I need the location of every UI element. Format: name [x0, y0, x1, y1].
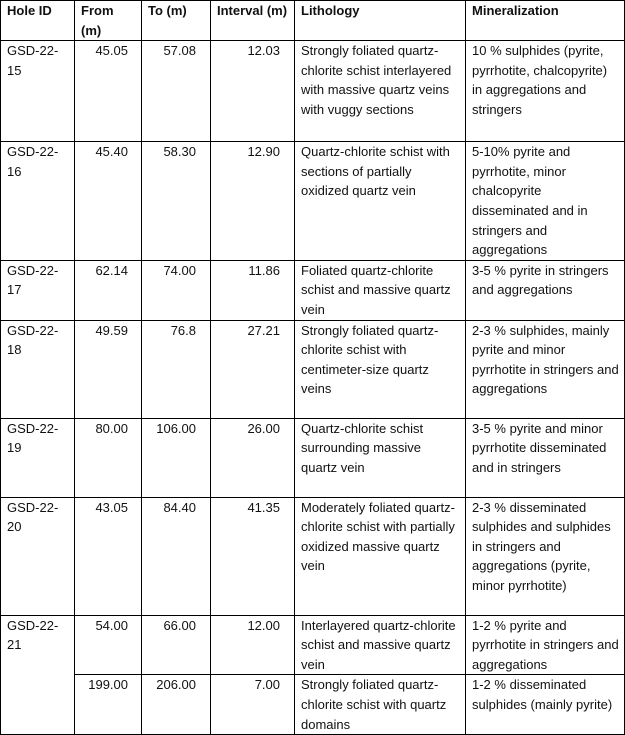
interval-cell: 41.35 [211, 497, 295, 615]
to-cell: 76.8 [142, 320, 211, 418]
to-cell: 74.00 [142, 260, 211, 320]
interval-cell: 26.00 [211, 418, 295, 497]
from-cell: 199.00 [75, 675, 142, 735]
table-row [1, 142, 625, 261]
to-cell: 206.00 [142, 675, 211, 735]
header-hole-id: Hole ID [1, 1, 75, 41]
mineralization-cell: 1-2 % disseminated sulphides (mainly pyrite) [466, 675, 625, 735]
header-mineralization: Mineralization [466, 1, 625, 41]
from-cell: 45.05 [75, 41, 142, 142]
to-cell: 84.40 [142, 497, 211, 615]
to-cell: 58.30 [142, 142, 211, 261]
lithology-cell: Moderately foliated quartz-chlorite schist with partially oxidized massive quartz vein [295, 497, 466, 615]
interval-cell: 12.90 [211, 142, 295, 261]
header-row [1, 1, 625, 41]
mineralization-cell: 2-3 % sulphides, mainly pyrite and minor pyrrhotite in stringers and aggregations [466, 320, 625, 418]
header-lithology: Lithology [295, 1, 466, 41]
lithology-cell: Foliated quartz-chlorite schist and massive quartz vein [295, 260, 466, 320]
lithology-cell: Quartz-chlorite schist with sections of partially oxidized quartz vein [295, 142, 466, 261]
mineralization-cell: 5-10% pyrite and pyrrhotite, minor chalcopyrite disseminated and in stringers and aggregations [466, 142, 625, 261]
hole-id-cell: GSD-22-19 [1, 418, 75, 497]
lithology-cell: Quartz-chlorite schist surrounding massive quartz vein [295, 418, 466, 497]
header-interval: Interval (m) [211, 1, 295, 41]
from-cell: 49.59 [75, 320, 142, 418]
hole-id-cell: GSD-22-17 [1, 260, 75, 320]
hole-id-cell: GSD-22-21 [1, 615, 75, 735]
header-from: From (m) [75, 1, 142, 41]
from-cell: 45.40 [75, 142, 142, 261]
from-cell: 80.00 [75, 418, 142, 497]
hole-id-cell: GSD-22-20 [1, 497, 75, 615]
table-row [1, 320, 625, 418]
interval-cell: 12.00 [211, 615, 295, 675]
mineralization-cell: 3-5 % pyrite and minor pyrrhotite disseminated and in stringers [466, 418, 625, 497]
interval-cell: 7.00 [211, 675, 295, 735]
mineralization-cell: 3-5 % pyrite in stringers and aggregations [466, 260, 625, 320]
table-row [1, 260, 625, 320]
interval-cell: 12.03 [211, 41, 295, 142]
lithology-cell: Strongly foliated quartz-chlorite schist interlayered with massive quartz veins with vuggy sections [295, 41, 466, 142]
lithology-cell: Interlayered quartz-chlorite schist and massive quartz vein [295, 615, 466, 675]
table-row [1, 497, 625, 615]
lithology-cell: Strongly foliated quartz-chlorite schist with quartz domains [295, 675, 466, 735]
to-cell: 106.00 [142, 418, 211, 497]
from-cell: 43.05 [75, 497, 142, 615]
table-row [1, 418, 625, 497]
lithology-cell: Strongly foliated quartz-chlorite schist with centimeter-size quartz veins [295, 320, 466, 418]
from-cell: 54.00 [75, 615, 142, 675]
table-row [1, 615, 625, 675]
interval-cell: 27.21 [211, 320, 295, 418]
to-cell: 57.08 [142, 41, 211, 142]
hole-id-cell: GSD-22-18 [1, 320, 75, 418]
mineralization-cell: 1-2 % pyrite and pyrrhotite in stringers and aggregations [466, 615, 625, 675]
hole-id-cell: GSD-22-16 [1, 142, 75, 261]
mineralization-cell: 2-3 % disseminated sulphides and sulphides in stringers and aggregations (pyrite, minor pyrrhotite) [466, 497, 625, 615]
hole-id-cell: GSD-22-15 [1, 41, 75, 142]
interval-cell: 11.86 [211, 260, 295, 320]
table-row [1, 675, 625, 735]
mineralization-cell: 10 % sulphides (pyrite, pyrrhotite, chalcopyrite) in aggregations and stringers [466, 41, 625, 142]
from-cell: 62.14 [75, 260, 142, 320]
table-row [1, 41, 625, 142]
to-cell: 66.00 [142, 615, 211, 675]
header-to: To (m) [142, 1, 211, 41]
